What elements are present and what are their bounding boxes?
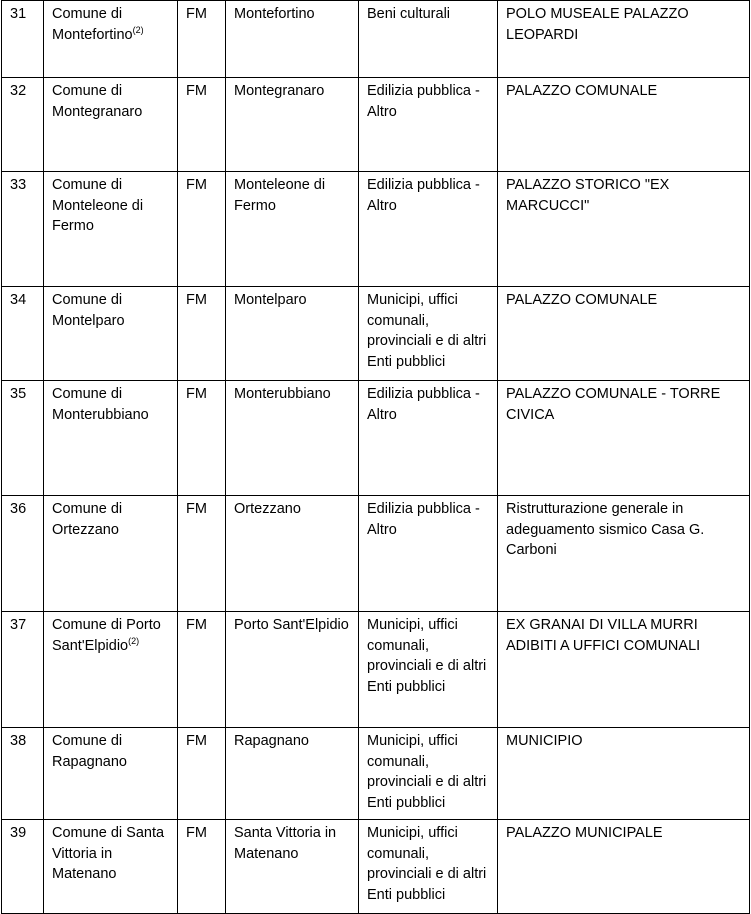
province-cell: FM: [178, 381, 226, 496]
categoria-cell: Municipi, uffici comunali, provinciali e di altri Enti pubblici: [359, 728, 498, 820]
comune-name: Comune di Rapagnano: [52, 733, 127, 770]
comune-cell: [44, 1, 178, 78]
comune-cell: [44, 172, 178, 287]
table-row: [2, 381, 750, 496]
localita-cell: Montefortino: [226, 1, 359, 78]
localita-cell: Montelparo: [226, 287, 359, 381]
row-number: 36: [2, 496, 44, 612]
intervento-cell: EX GRANAI DI VILLA MURRI ADIBITI A UFFICI COMUNALI: [498, 612, 750, 728]
province-cell: FM: [178, 496, 226, 612]
localita-cell: Monterubbiano: [226, 381, 359, 496]
row-number: 33: [2, 172, 44, 287]
localita-cell: Montegranaro: [226, 78, 359, 172]
localita-cell: Rapagnano: [226, 728, 359, 820]
row-number: 31: [2, 1, 44, 78]
intervento-cell: PALAZZO COMUNALE - TORRE CIVICA: [498, 381, 750, 496]
categoria-cell: Edilizia pubblica - Altro: [359, 381, 498, 496]
table-row: [2, 728, 750, 820]
localita-cell: Porto Sant'Elpidio: [226, 612, 359, 728]
footnote-ref: (2): [132, 24, 144, 35]
table-row: [2, 612, 750, 728]
intervento-cell: PALAZZO MUNICIPALE: [498, 820, 750, 914]
comune-cell: [44, 820, 178, 914]
comune-cell: [44, 496, 178, 612]
categoria-cell: Municipi, uffici comunali, provinciali e di altri Enti pubblici: [359, 612, 498, 728]
comune-name: Comune di Montegranaro: [52, 83, 143, 120]
comune-name: Comune di Montelparo: [52, 292, 125, 329]
province-cell: FM: [178, 612, 226, 728]
intervento-cell: PALAZZO COMUNALE: [498, 78, 750, 172]
localita-cell: Santa Vittoria in Matenano: [226, 820, 359, 914]
comune-cell: [44, 612, 178, 728]
comune-name: Comune di Porto Sant'Elpidio: [52, 617, 161, 654]
comune-name: Comune di Ortezzano: [52, 501, 123, 538]
categoria-cell: Edilizia pubblica - Altro: [359, 172, 498, 287]
interventions-table: [1, 0, 750, 914]
localita-cell: Ortezzano: [226, 496, 359, 612]
row-number: 34: [2, 287, 44, 381]
comune-cell: [44, 728, 178, 820]
categoria-cell: Municipi, uffici comunali, provinciali e di altri Enti pubblici: [359, 820, 498, 914]
row-number: 37: [2, 612, 44, 728]
categoria-cell: Edilizia pubblica - Altro: [359, 496, 498, 612]
table-row: [2, 287, 750, 381]
province-cell: FM: [178, 820, 226, 914]
province-cell: FM: [178, 728, 226, 820]
intervento-cell: MUNICIPIO: [498, 728, 750, 820]
intervento-cell: PALAZZO COMUNALE: [498, 287, 750, 381]
categoria-cell: Municipi, uffici comunali, provinciali e di altri Enti pubblici: [359, 287, 498, 381]
comune-cell: [44, 287, 178, 381]
comune-name: Comune di Montefortino: [52, 6, 133, 43]
row-number: 35: [2, 381, 44, 496]
comune-name: Comune di Monteleone di Fermo: [52, 177, 144, 234]
footnote-ref: (2): [128, 635, 140, 646]
table-row: [2, 172, 750, 287]
comune-cell: [44, 78, 178, 172]
row-number: 39: [2, 820, 44, 914]
province-cell: FM: [178, 78, 226, 172]
intervento-cell: POLO MUSEALE PALAZZO LEOPARDI: [498, 1, 750, 78]
province-cell: FM: [178, 172, 226, 287]
row-number: 32: [2, 78, 44, 172]
localita-cell: Monteleone di Fermo: [226, 172, 359, 287]
province-cell: FM: [178, 287, 226, 381]
comune-cell: [44, 381, 178, 496]
categoria-cell: Edilizia pubblica - Altro: [359, 78, 498, 172]
table-row: [2, 820, 750, 914]
table-row: [2, 1, 750, 78]
comune-name: Comune di Santa Vittoria in Matenano: [52, 825, 165, 882]
table-row: [2, 496, 750, 612]
categoria-cell: Beni culturali: [359, 1, 498, 78]
table-row: [2, 78, 750, 172]
comune-name: Comune di Monterubbiano: [52, 386, 149, 423]
province-cell: FM: [178, 1, 226, 78]
intervento-cell: Ristrutturazione generale in adeguamento sismico Casa G. Carboni: [498, 496, 750, 612]
row-number: 38: [2, 728, 44, 820]
intervento-cell: PALAZZO STORICO "EX MARCUCCI": [498, 172, 750, 287]
